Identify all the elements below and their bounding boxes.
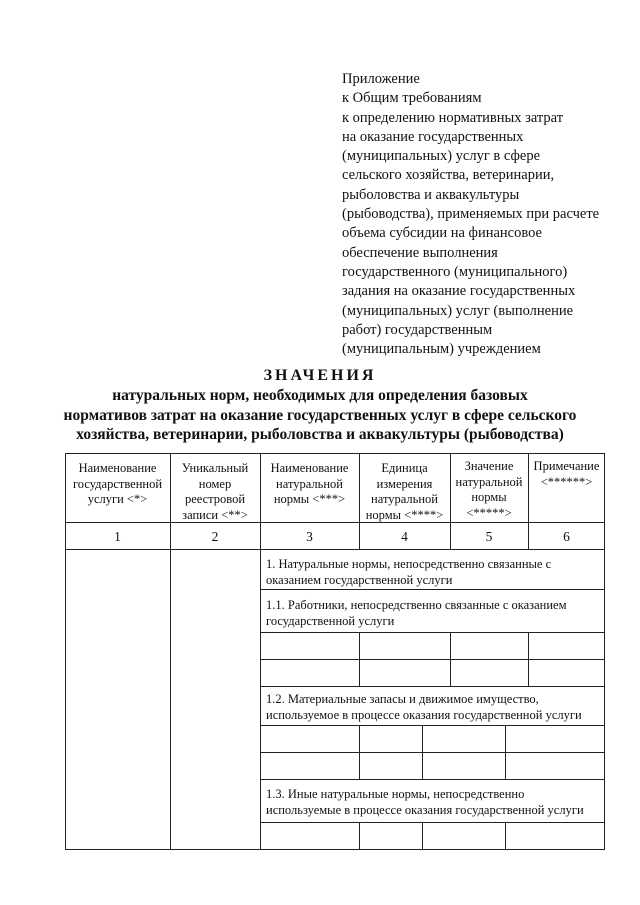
title-heading: ЗНАЧЕНИЯ (263, 367, 377, 384)
table-border-right (604, 453, 605, 850)
body-line (260, 632, 605, 633)
numbers-divider (65, 549, 605, 550)
appendix-line: к Общим требованиям (342, 90, 482, 107)
appendix-line: государственного (муниципального) (342, 263, 568, 280)
header-norm-name: Наименование натуральной нормы <***> (270, 461, 349, 506)
appendix-line: (муниципальных) услуг (выполнение (342, 302, 574, 319)
section-1-3-heading: 1.3. Иные натуральные нормы, непосредственно используемые в процессе оказания государственной услуги (266, 787, 584, 817)
cell-line (450, 632, 451, 686)
body-line (260, 752, 605, 753)
body-line (260, 725, 605, 726)
cell-line (528, 632, 529, 686)
body-line (260, 659, 605, 660)
header-unit: Единица измерения натуральной нормы <****> (365, 461, 444, 522)
appendix-line: работ) государственным (342, 321, 493, 338)
cell-line (505, 822, 506, 850)
header-divider (65, 522, 605, 523)
title-subtitle (0, 386, 640, 445)
title-line: нормативов затрат на оказание государственных услуг в сфере сельского (63, 406, 577, 424)
body-line (260, 779, 605, 780)
section-1-heading: 1. Натуральные нормы, непосредственно связанные с оказанием государственной услуги (266, 557, 552, 587)
table-border-bottom (65, 849, 605, 850)
header-registry-number: Уникальный номер реестровой записи <**> (181, 461, 249, 522)
appendix-line: Приложение (342, 71, 420, 87)
column-number: 5 (485, 529, 493, 544)
appendix-line: обеспечение выполнения (342, 244, 498, 261)
norms-table (65, 453, 605, 850)
appendix-line: рыболовства и аквакультуры (342, 186, 520, 203)
table-border-top (65, 453, 605, 454)
appendix-line: к определению нормативных затрат (342, 109, 564, 126)
cell-line (422, 822, 423, 850)
title-line: натуральных норм, необходимых для определения базовых (112, 387, 528, 404)
table-border-left (65, 453, 66, 850)
section-1-2-heading: 1.2. Материальные запасы и движимое имущество, используемое в процессе оказания государственной услуги (266, 692, 582, 722)
column-number: 3 (306, 529, 313, 544)
cell-line (422, 725, 423, 779)
column-number: 2 (211, 529, 219, 544)
body-line (260, 686, 605, 687)
cell-line (359, 725, 360, 779)
body-line (260, 822, 605, 823)
cell-line (359, 822, 360, 850)
column-number: 6 (563, 529, 570, 544)
col-line-2 (260, 453, 261, 850)
appendix-line: (рыбоводства), применяемых при расчете (342, 206, 600, 223)
body-line (260, 589, 605, 590)
appendix-line: объема субсидии на финансовое (342, 225, 542, 242)
appendix-line: (муниципальным) учреждением (342, 341, 541, 358)
cell-line (505, 725, 506, 779)
appendix-line: задания на оказание государственных (342, 283, 576, 300)
title-line: хозяйства, ветеринарии, рыболовства и аквакультуры (рыбоводства) (76, 426, 564, 443)
appendix-block (342, 70, 632, 359)
appendix-line: сельского хозяйства, ветеринарии, (342, 167, 555, 184)
cell-line (359, 632, 360, 686)
header-norm-value: Значение натуральной нормы <*****> (455, 459, 523, 520)
document-title (0, 366, 640, 445)
header-service-name: Наименование государственной услуги <*> (72, 461, 163, 506)
column-number: 4 (401, 529, 408, 544)
appendix-line: на оказание государственных (342, 128, 524, 145)
column-number: 1 (114, 529, 121, 544)
appendix-line: (муниципальных) услуг в сфере (342, 148, 541, 165)
section-1-1-heading: 1.1. Работники, непосредственно связанные с оказанием государственной услуги (266, 598, 567, 628)
header-note: Примечание <******> (533, 459, 600, 489)
